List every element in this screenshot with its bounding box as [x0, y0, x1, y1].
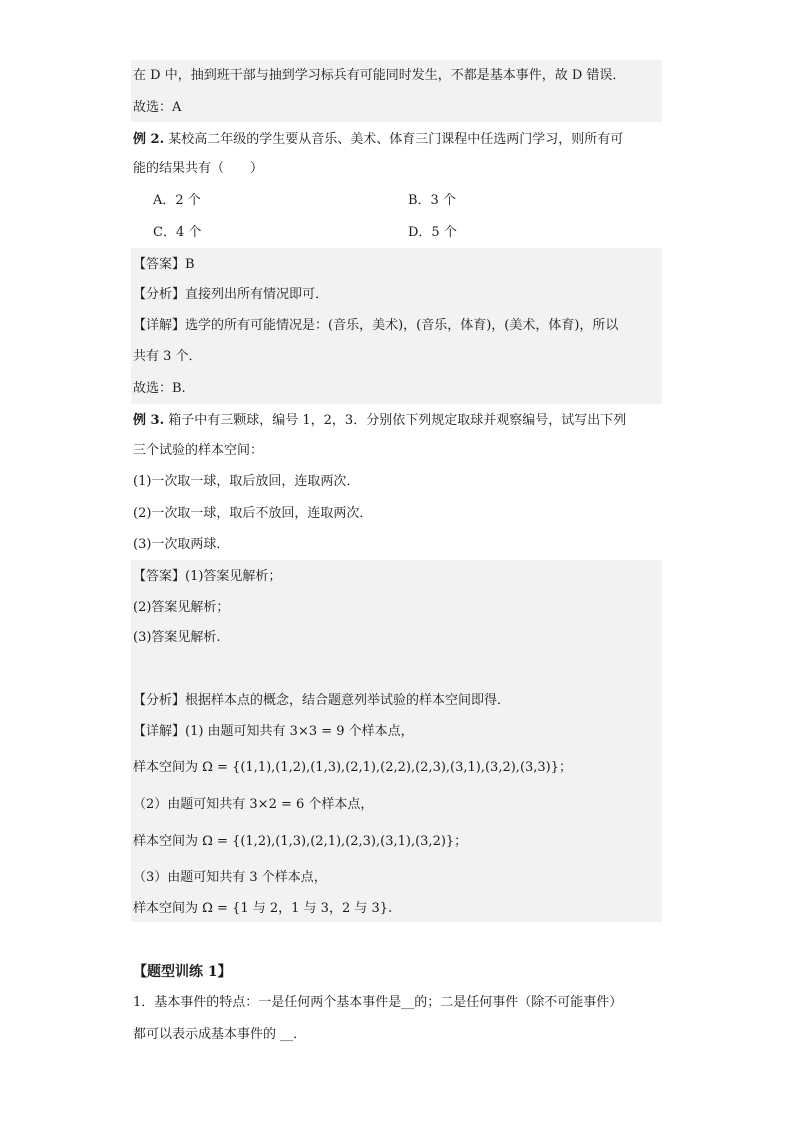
ex3-sample-space-3: 样本空间为 Ω = {1 与 2，1 与 3，2 与 3}.: [133, 901, 393, 916]
ex2-question-text: 某校高二年级的学生要从音乐、美术、体育三门课程中任选两门学习，则所有可: [168, 132, 624, 147]
ex3-question-text: 箱子中有三颗球，编号 1，2，3．分别依下列规定取球并观察编号，试写出下列: [168, 413, 627, 428]
training-q1-line-1: 1．基本事件的特点：一是任何两个基本事件是__的；二是任何事件（除不可能事件）: [133, 995, 623, 1010]
ex2-detail-line-1: 【详解】选学的所有可能情况是：(音乐，美术)，(音乐，体育)，(美术，体育)，所以: [133, 318, 619, 333]
ex2-label: 例 2.: [133, 132, 165, 147]
prev-detail-line-2: 故选：A: [133, 100, 182, 115]
ex2-option-c: C．4 个: [153, 225, 202, 240]
ex2-option-b: B．3 个: [408, 193, 456, 208]
ex3-detail-3: （3）由题可知共有 3 个样本点，: [133, 870, 327, 885]
ex2-option-a: A．2 个: [153, 193, 201, 208]
training-heading: 【题型训练 1】: [133, 964, 232, 980]
ex2-conclusion: 故选：B.: [133, 381, 186, 396]
ex3-answer-2: (2)答案见解析；: [133, 600, 230, 615]
ex3-question: [133, 412, 626, 430]
ex3-answer-1: 【答案】(1)答案见解析；: [133, 569, 282, 584]
ex2-answer: 【答案】B: [133, 257, 195, 272]
ex3-sub-question-3: (3)一次取两球．: [133, 537, 230, 552]
ex3-sub-question-1: (1)一次取一球，取后放回，连取两次．: [133, 474, 360, 489]
ex2-option-d: D．5 个: [408, 225, 457, 240]
ex3-sample-space-2: 样本空间为 Ω = {(1,2),(1,3),(2,1),(2,3),(3,1),(3,2)}；: [133, 834, 468, 849]
training-q1-line-2: 都可以表示成基本事件的 __．: [133, 1027, 307, 1042]
ex2-analysis: 【分析】直接列出所有情况即可．: [133, 287, 329, 302]
ex3-sub-question-2: (2)一次取一球，取后不放回，连取两次．: [133, 506, 373, 521]
ex3-answer-3: (3)答案见解析.: [133, 630, 221, 645]
ex3-detail-1: 【详解】(1) 由题可知共有 3×3 = 9 个样本点，: [133, 724, 414, 739]
ex3-sample-space-1: 样本空间为 Ω = {(1,1),(1,2),(1,3),(2,1),(2,2),(2,3),(3,1),(3,2),(3,3)}；: [133, 760, 573, 775]
ex3-question-line-2: 三个试验的样本空间：: [133, 443, 264, 458]
ex3-detail-2: （2）由题可知共有 3×2 = 6 个样本点，: [133, 797, 374, 812]
prev-detail-line-1: 在 D 中，抽到班干部与抽到学习标兵有可能同时发生，不都是基本事件，故 D 错误．: [133, 68, 626, 83]
ex2-detail-line-2: 共有 3 个．: [133, 349, 202, 364]
ex3-analysis: 【分析】根据样本点的概念，结合题意列举试验的样本空间即得．: [133, 693, 511, 708]
ex2-question-line-2: 能的结果共有（ ）: [133, 161, 264, 176]
ex2-question: [133, 131, 623, 149]
ex3-label: 例 3.: [133, 413, 165, 428]
